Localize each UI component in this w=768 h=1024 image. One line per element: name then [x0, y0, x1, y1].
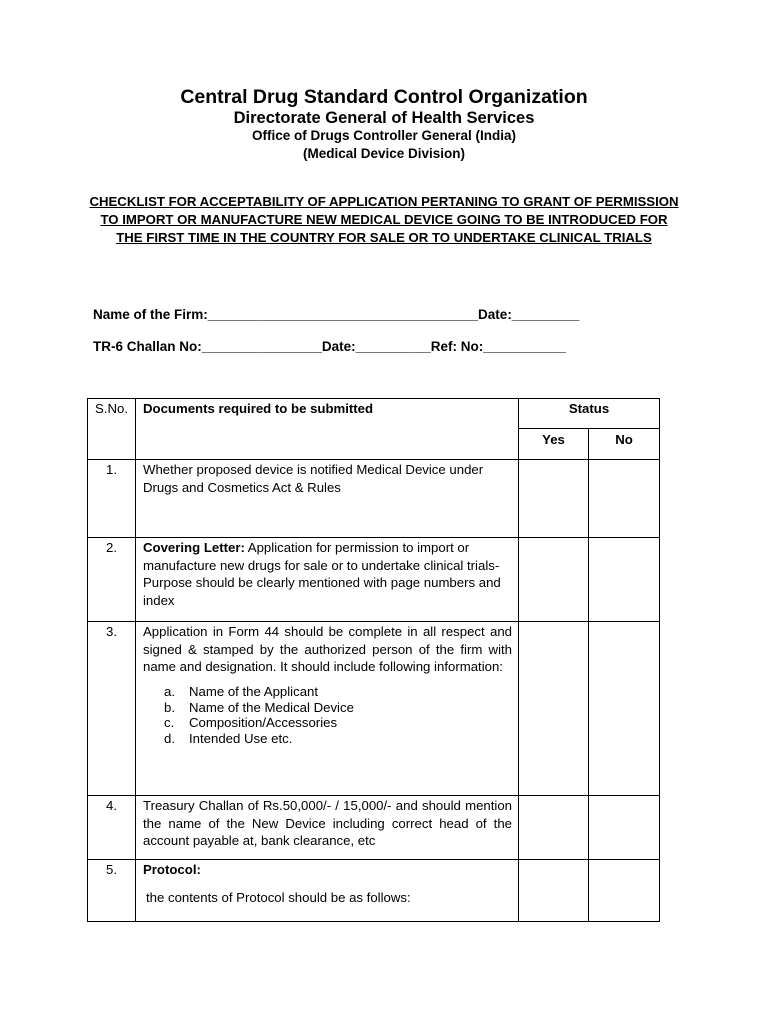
- header-sno: S.No.: [88, 399, 136, 460]
- directorate-title: Directorate General of Health Services: [233, 109, 535, 127]
- list-marker: b.: [164, 699, 175, 715]
- yes-cell[interactable]: [519, 460, 589, 538]
- no-cell[interactable]: [589, 796, 660, 860]
- row-number: 3.: [88, 622, 136, 796]
- division-title: (Medical Device Division): [302, 146, 466, 161]
- no-cell[interactable]: [589, 538, 660, 622]
- list-item: [164, 715, 512, 731]
- org-title: Central Drug Standard Control Organization: [180, 86, 588, 108]
- list-marker: a.: [164, 683, 175, 699]
- row-number: 1.: [88, 460, 136, 538]
- list-marker: c.: [164, 715, 175, 731]
- list-label: Name of the Applicant: [189, 683, 319, 699]
- table-row: [88, 622, 660, 796]
- header-documents: Documents required to be submitted: [136, 399, 519, 460]
- list-label: Composition/Accessories: [189, 715, 338, 731]
- info-list: [143, 684, 512, 747]
- row-text: Treasury Challan of Rs.50,000/- / 15,000/- and should mention the name of the New Device including correct head of the account payable at, bank clearance, etc: [136, 796, 519, 860]
- table-row: [88, 460, 660, 538]
- list-label: Name of the Medical Device: [189, 699, 354, 715]
- row-text: [136, 538, 519, 622]
- header-no: No: [589, 429, 660, 460]
- yes-cell[interactable]: [519, 538, 589, 622]
- list-item: [164, 731, 512, 747]
- header-yes: Yes: [519, 429, 589, 460]
- yes-cell[interactable]: [519, 796, 589, 860]
- list-item: [164, 700, 512, 716]
- row-body: the contents of Protocol should be as follows:: [146, 889, 411, 905]
- table-row: [88, 860, 660, 922]
- firm-name-line: Name of the Firm:____________________________________Date:_________: [93, 307, 580, 322]
- row-number: 2.: [88, 538, 136, 622]
- table-row: [88, 796, 660, 860]
- checklist-title: CHECKLIST FOR ACCEPTABILITY OF APPLICATION PERTANING TO GRANT OF PERMISSION TO IMPORT OR MANUFACTURE NEW MEDICAL DEVICE GOING TO BE INTRODUCED FOR THE FIRST TIME IN THE COUNTRY FOR SALE OR TO UNDERTAKE CLINICAL TRIALS: [89, 194, 679, 246]
- office-title: Office of Drugs Controller General (India): [251, 128, 517, 143]
- list-item: [164, 684, 512, 700]
- row-heading: Protocol:: [143, 862, 201, 877]
- documents-table: [87, 398, 660, 922]
- table-row: [88, 538, 660, 622]
- row-body: Application for permission to import or manufacture new drugs for sale or to undertake clinical trials- Purpose should be clearly mentioned with page numbers and index: [143, 540, 501, 608]
- no-cell[interactable]: [589, 622, 660, 796]
- no-cell[interactable]: [589, 860, 660, 922]
- header-status: Status: [519, 399, 660, 429]
- row-number: 5.: [88, 860, 136, 922]
- row-number: 4.: [88, 796, 136, 860]
- list-marker: d.: [164, 731, 175, 747]
- row-text: [136, 622, 519, 796]
- yes-cell[interactable]: [519, 860, 589, 922]
- row-heading: Covering Letter:: [143, 540, 245, 555]
- challan-line: TR-6 Challan No:________________Date:__________Ref: No:___________: [93, 339, 566, 354]
- row-text: Whether proposed device is notified Medical Device under Drugs and Cosmetics Act & Rules: [136, 460, 519, 538]
- list-label: Intended Use etc.: [189, 731, 293, 747]
- no-cell[interactable]: [589, 460, 660, 538]
- row-body: Application in Form 44 should be complete in all respect and signed & stamped by the authorized person of the firm with name and designation. It should include following information:: [143, 624, 512, 675]
- yes-cell[interactable]: [519, 622, 589, 796]
- row-text: [136, 860, 519, 922]
